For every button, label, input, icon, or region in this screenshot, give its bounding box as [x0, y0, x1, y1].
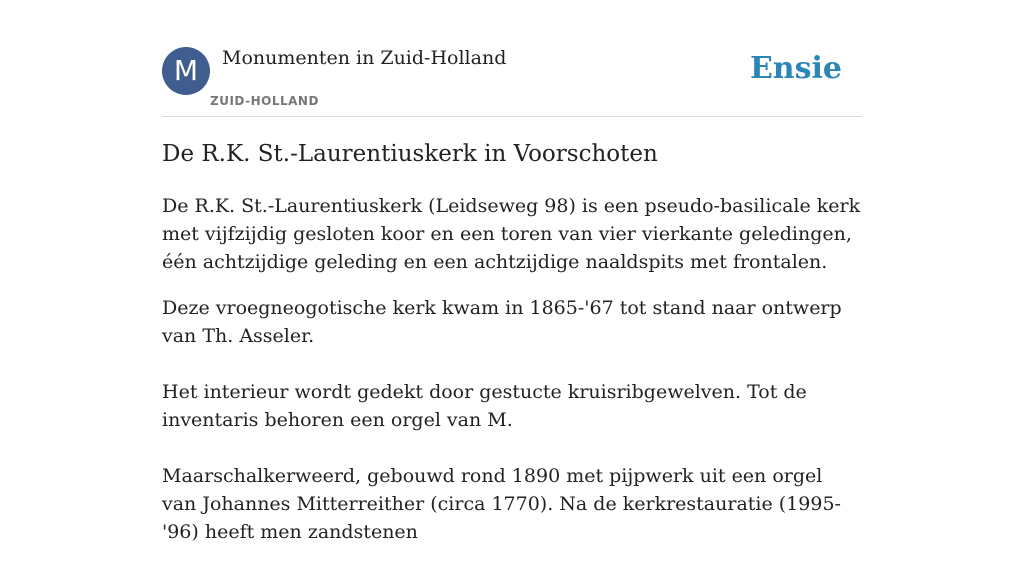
article-content	[162, 138, 862, 564]
source-header	[162, 40, 862, 117]
article-paragraph-3: Het interieur wordt gedekt door gestucte kruisribgewelven. Tot de inventaris behoren een orgel van M.	[162, 381, 807, 431]
source-avatar[interactable]: M	[162, 47, 210, 95]
article-title: De R.K. St.-Laurentiuskerk in Voorschoten	[162, 141, 658, 167]
article-paragraph-1: De R.K. St.-Laurentiuskerk (Leidseweg 98) is een pseudo-basilicale kerk met vijfzijdig gesloten koor en een toren van vier vierkante geledingen, één achtzijdige geleding en een achtzijdige naaldspits met frontalen.	[162, 195, 861, 273]
article-paragraph-2: Deze vroegneogotische kerk kwam in 1865-'67 tot stand naar ontwerp van Th. Asseler.	[162, 297, 842, 347]
source-title-link[interactable]: Monumenten in Zuid-Holland	[222, 47, 507, 69]
source-region-label: ZUID-HOLLAND	[210, 94, 319, 108]
ensie-logo[interactable]: Ensie	[749, 51, 842, 86]
article-paragraph-4: Maarschalkerweerd, gebouwd rond 1890 met pijpwerk uit een orgel van Johannes Mitterreither (circa 1770). Na de kerkrestauratie (1995-'96) heeft men zandstenen	[162, 465, 841, 543]
